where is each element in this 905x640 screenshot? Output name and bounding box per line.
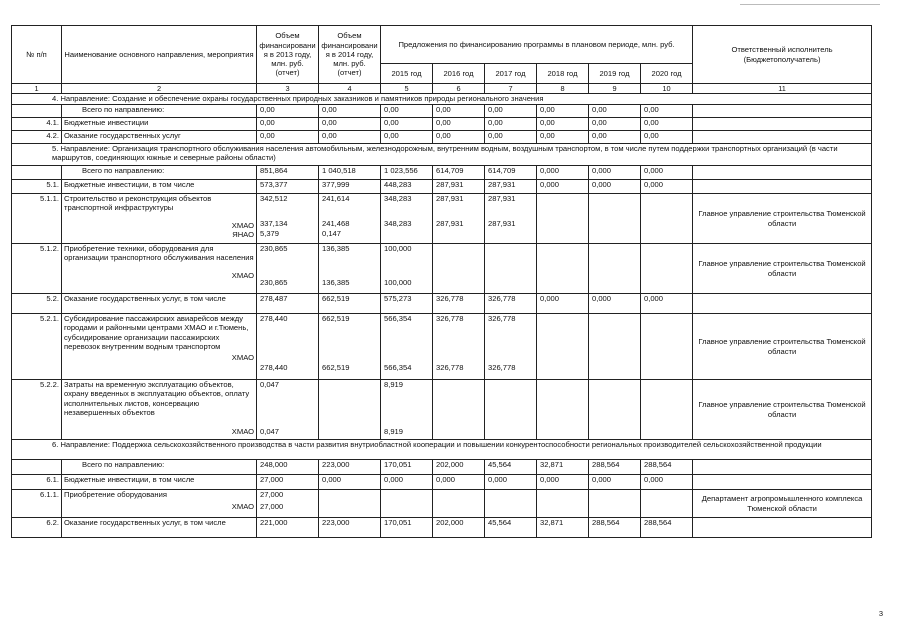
row-name-cell bbox=[62, 490, 257, 518]
cell-value: 170,051 bbox=[381, 460, 433, 475]
table-row bbox=[12, 194, 872, 244]
column-number: 6 bbox=[433, 84, 485, 94]
executor-cell bbox=[693, 131, 872, 144]
cell-value: 0,000 bbox=[537, 166, 589, 180]
region-label: ЯНАО bbox=[232, 229, 254, 239]
row-index bbox=[12, 460, 62, 475]
cell-value: 287,931 bbox=[436, 194, 464, 204]
column-number: 7 bbox=[485, 84, 537, 94]
cell-value: 278,487 bbox=[257, 294, 319, 314]
row-name: Субсидирование пассажирских авиарейсов между городами и районными центрами ХМАО и г.Тюмень, субсидирование организации пассажирских перевозок внутренним водным транспортом bbox=[64, 314, 249, 351]
region-label: ХМАО bbox=[231, 427, 254, 437]
cell-value: 230,865 bbox=[260, 278, 288, 288]
financing-table bbox=[11, 25, 872, 538]
executor-cell bbox=[693, 180, 872, 194]
section-heading-row bbox=[12, 94, 872, 105]
cell-value: 202,000 bbox=[433, 460, 485, 475]
table-row bbox=[12, 131, 872, 144]
cell-value: 288,564 bbox=[589, 460, 641, 475]
year-header: 2015 год bbox=[381, 64, 433, 84]
row-index: 6.1. bbox=[12, 475, 62, 490]
cell-value: 326,778 bbox=[436, 363, 464, 373]
cell-value: 287,931 bbox=[433, 180, 485, 194]
executor-cell bbox=[693, 518, 872, 538]
row-index: 5.2. bbox=[12, 294, 62, 314]
cell-value: 0,000 bbox=[641, 475, 693, 490]
cell-value: 326,778 bbox=[488, 363, 516, 373]
cell-value: 0,00 bbox=[381, 118, 433, 131]
table-row bbox=[12, 380, 872, 440]
column-number: 1 bbox=[12, 84, 62, 94]
cell-value: 377,999 bbox=[319, 180, 381, 194]
cell-value: 1 040,518 bbox=[319, 166, 381, 180]
table-row bbox=[12, 490, 872, 518]
cell-value: 221,000 bbox=[257, 518, 319, 538]
cell-value: 0,00 bbox=[433, 105, 485, 118]
cell-value: 566,354 bbox=[384, 314, 412, 324]
table-row bbox=[12, 314, 872, 380]
region-label: ХМАО bbox=[231, 270, 254, 280]
cell-value: 100,000 bbox=[384, 244, 412, 254]
cell-value: 136,385 bbox=[322, 244, 350, 254]
cell-value: 575,273 bbox=[381, 294, 433, 314]
row-name: Бюджетные инвестиции, в том числе bbox=[62, 475, 257, 490]
executor-cell bbox=[693, 105, 872, 118]
row-index: 4.2. bbox=[12, 131, 62, 144]
cell-value: 32,871 bbox=[537, 518, 589, 538]
table-row bbox=[12, 166, 872, 180]
cell-value: 0,00 bbox=[433, 131, 485, 144]
cell-value: 0,00 bbox=[257, 131, 319, 144]
cell-value: 0,00 bbox=[641, 105, 693, 118]
cell-value: 0,047 bbox=[260, 427, 280, 437]
table-row bbox=[12, 294, 872, 314]
section-6-title: 6. Направление: Поддержка сельскохозяйственного производства в части развития внутриобластной кооперации и повышении конкурентоспособности региональных производителей сельскохозяйственной продукции bbox=[12, 440, 872, 460]
row-name: Всего по направлению: bbox=[62, 166, 257, 180]
cell-value: 0,00 bbox=[433, 118, 485, 131]
cell-value: 0,000 bbox=[641, 180, 693, 194]
cell-value: 0,00 bbox=[485, 118, 537, 131]
region-label: ХМАО bbox=[231, 502, 254, 512]
cell-value: 287,931 bbox=[485, 180, 537, 194]
cell-value: 0,000 bbox=[589, 180, 641, 194]
cell-value: 223,000 bbox=[319, 518, 381, 538]
row-index: 5.1. bbox=[12, 180, 62, 194]
cell-value: 0,00 bbox=[381, 105, 433, 118]
cell-value: 326,778 bbox=[485, 294, 537, 314]
row-name: Всего по направлению: bbox=[62, 105, 257, 118]
cell-value: 100,000 bbox=[384, 278, 412, 288]
cell-value: 0,00 bbox=[537, 131, 589, 144]
cell-value: 0,00 bbox=[589, 118, 641, 131]
row-name: Оказание государственных услуг, в том числе bbox=[62, 294, 257, 314]
executor-cell bbox=[693, 166, 872, 180]
row-index: 5.2.1. bbox=[12, 314, 62, 380]
cell-value: 8,919 bbox=[384, 427, 404, 437]
cell-value: 0,000 bbox=[485, 475, 537, 490]
executor-cell bbox=[693, 294, 872, 314]
year-header: 2019 год bbox=[589, 64, 641, 84]
cell-value: 0,000 bbox=[641, 166, 693, 180]
cell-value: 27,000 bbox=[260, 490, 284, 500]
executor-cell: Главное управление строительства Тюменской области bbox=[693, 314, 872, 380]
cell-value: 0,000 bbox=[537, 180, 589, 194]
executor-cell: Главное управление строительства Тюменской области bbox=[693, 194, 872, 244]
cell-value: 0,000 bbox=[589, 166, 641, 180]
cell-value: 566,354 bbox=[384, 363, 412, 373]
cell-value: 0,00 bbox=[485, 105, 537, 118]
cell-value: 287,931 bbox=[436, 219, 464, 229]
row-name: Оказание государственных услуг bbox=[62, 131, 257, 144]
executor-cell: Главное управление строительства Тюменской области bbox=[693, 380, 872, 440]
region-label: ХМАО bbox=[231, 353, 254, 363]
column-number: 11 bbox=[693, 84, 872, 94]
cell-value: 0,00 bbox=[319, 105, 381, 118]
cell-value: 0,000 bbox=[433, 475, 485, 490]
column-number: 4 bbox=[319, 84, 381, 94]
column-number: 8 bbox=[537, 84, 589, 94]
row-name: Затраты на временную эксплуатацию объектов, охрану введенных в эксплуатацию объектов, оплату исполнительных листов, консервацию незавершенных объектов bbox=[64, 380, 250, 417]
table-row bbox=[12, 118, 872, 131]
page-number: 3 bbox=[878, 609, 883, 618]
row-index: 4.1. bbox=[12, 118, 62, 131]
cell-value: 288,564 bbox=[641, 460, 693, 475]
column-number: 2 bbox=[62, 84, 257, 94]
row-index bbox=[12, 166, 62, 180]
cell-value: 45,564 bbox=[485, 518, 537, 538]
col-executor-header: Ответственный исполнитель (Бюджетополучатель) bbox=[693, 26, 872, 84]
section-5-title: 5. Направление: Организация транспортного обслуживания населения автомобильным, железнодорожным, внутренним водным, воздушным транспортом, в том числе путем поддержки транспортных организаций (в части маршрутов, соединяющих южные и северные районы области) bbox=[12, 144, 872, 166]
cell-value: 348,283 bbox=[384, 194, 412, 204]
cell-value: 614,709 bbox=[433, 166, 485, 180]
cell-value: 288,564 bbox=[589, 518, 641, 538]
cell-value: 342,512 bbox=[260, 194, 288, 204]
row-name: Строительство и реконструкция объектов транспортной инфраструктуры bbox=[64, 194, 212, 213]
cell-value: 326,778 bbox=[488, 314, 516, 324]
cell-value: 241,614 bbox=[322, 194, 350, 204]
header-row bbox=[12, 26, 872, 64]
row-name: Всего по направлению: bbox=[62, 460, 257, 475]
section-heading-row bbox=[12, 440, 872, 460]
cell-value: 573,377 bbox=[257, 180, 319, 194]
cell-value: 223,000 bbox=[319, 460, 381, 475]
cell-value: 0,00 bbox=[589, 105, 641, 118]
cell-value: 0,00 bbox=[257, 105, 319, 118]
region-label: ХМАО bbox=[231, 220, 254, 230]
row-name-cell bbox=[62, 380, 257, 440]
cell-value: 0,000 bbox=[381, 475, 433, 490]
year-header: 2020 год bbox=[641, 64, 693, 84]
executor-cell bbox=[693, 118, 872, 131]
row-name: Оказание государственных услуг, в том числе bbox=[62, 518, 257, 538]
cell-value: 27,000 bbox=[257, 475, 319, 490]
row-name-cell bbox=[62, 314, 257, 380]
cell-value: 0,00 bbox=[641, 131, 693, 144]
cell-value: 0,000 bbox=[589, 294, 641, 314]
executor-cell: Главное управление строительства Тюменской области bbox=[693, 244, 872, 294]
table-row bbox=[12, 180, 872, 194]
cell-value: 0,00 bbox=[589, 131, 641, 144]
row-name: Приобретение техники, оборудования для организации транспортного обслуживания населения bbox=[64, 244, 254, 263]
cell-value: 337,134 bbox=[260, 219, 288, 229]
cell-value: 662,519 bbox=[322, 314, 350, 324]
cell-value: 278,440 bbox=[260, 314, 288, 324]
table-row bbox=[12, 460, 872, 475]
year-header: 2016 год bbox=[433, 64, 485, 84]
cell-value: 0,00 bbox=[485, 131, 537, 144]
cell-value: 326,778 bbox=[436, 314, 464, 324]
cell-value: 8,919 bbox=[384, 380, 404, 390]
column-numbers-row bbox=[12, 84, 872, 94]
cell-value: 0,00 bbox=[319, 118, 381, 131]
col-2013-header: Объем финансировани я в 2013 году, млн. руб. (отчет) bbox=[257, 26, 319, 84]
cell-value: 326,778 bbox=[433, 294, 485, 314]
column-number: 10 bbox=[641, 84, 693, 94]
cell-value: 287,931 bbox=[488, 194, 516, 204]
cell-value: 202,000 bbox=[433, 518, 485, 538]
cell-value: 348,283 bbox=[384, 219, 412, 229]
row-index: 6.2. bbox=[12, 518, 62, 538]
cell-value: 0,00 bbox=[537, 105, 589, 118]
cell-value: 0,147 bbox=[322, 228, 342, 238]
column-number: 5 bbox=[381, 84, 433, 94]
cell-value: 448,283 bbox=[381, 180, 433, 194]
col-no-header: № п/п bbox=[12, 26, 62, 84]
cell-value: 288,564 bbox=[641, 518, 693, 538]
table-row bbox=[12, 518, 872, 538]
table-row bbox=[12, 475, 872, 490]
row-index: 6.1.1. bbox=[12, 490, 62, 518]
cell-value: 136,385 bbox=[322, 278, 350, 288]
cell-value: 0,000 bbox=[537, 475, 589, 490]
cell-value: 0,000 bbox=[537, 294, 589, 314]
row-index: 5.1.2. bbox=[12, 244, 62, 294]
column-number: 3 bbox=[257, 84, 319, 94]
cell-value: 230,865 bbox=[260, 244, 288, 254]
executor-cell bbox=[693, 460, 872, 475]
cell-value: 0,000 bbox=[319, 475, 381, 490]
year-header: 2018 год bbox=[537, 64, 589, 84]
row-index: 5.2.2. bbox=[12, 380, 62, 440]
year-header: 2017 год bbox=[485, 64, 537, 84]
row-index bbox=[12, 105, 62, 118]
cell-value: 0,00 bbox=[381, 131, 433, 144]
table-row bbox=[12, 105, 872, 118]
cell-value: 27,000 bbox=[260, 502, 284, 512]
cell-value: 662,519 bbox=[319, 294, 381, 314]
cell-value: 32,871 bbox=[537, 460, 589, 475]
col-name-header: Наименование основного направления, мероприятия bbox=[62, 26, 257, 84]
section-4-title: 4. Направление: Создание и обеспечение охраны государственных природных заказников и памятников природы регионального значения bbox=[12, 94, 872, 105]
scan-artifact-line bbox=[740, 4, 880, 5]
column-number: 9 bbox=[589, 84, 641, 94]
cell-value: 45,564 bbox=[485, 460, 537, 475]
cell-value: 0,00 bbox=[319, 131, 381, 144]
cell-value: 287,931 bbox=[488, 219, 516, 229]
row-name: Бюджетные инвестиции bbox=[62, 118, 257, 131]
col-2014-header: Объем финансировани я в 2014 году, млн. руб. (отчет) bbox=[319, 26, 381, 84]
cell-value: 662,519 bbox=[322, 363, 350, 373]
cell-value: 0,00 bbox=[257, 118, 319, 131]
executor-cell bbox=[693, 475, 872, 490]
row-name-cell bbox=[62, 244, 257, 294]
row-name: Бюджетные инвестиции, в том числе bbox=[62, 180, 257, 194]
cell-value: 5,379 bbox=[260, 228, 280, 238]
table-row bbox=[12, 244, 872, 294]
cell-value: 851,864 bbox=[257, 166, 319, 180]
cell-value: 1 023,556 bbox=[381, 166, 433, 180]
cell-value: 0,00 bbox=[641, 118, 693, 131]
row-name-cell bbox=[62, 194, 257, 244]
col-proposals-header: Предложения по финансированию программы в плановом периоде, млн. руб. bbox=[381, 26, 693, 64]
cell-value: 170,051 bbox=[381, 518, 433, 538]
section-heading-row bbox=[12, 144, 872, 166]
cell-value: 614,709 bbox=[485, 166, 537, 180]
cell-value: 0,000 bbox=[589, 475, 641, 490]
cell-value: 278,440 bbox=[260, 363, 288, 373]
row-name: Приобретение оборудования bbox=[64, 490, 167, 500]
cell-value: 241,468 bbox=[322, 219, 350, 229]
cell-value: 0,00 bbox=[537, 118, 589, 131]
cell-value: 0,000 bbox=[641, 294, 693, 314]
cell-value: 248,000 bbox=[257, 460, 319, 475]
cell-value: 0,047 bbox=[260, 380, 280, 390]
executor-cell: Департамент агропромышленного комплекса Тюменской области bbox=[693, 490, 872, 518]
row-index: 5.1.1. bbox=[12, 194, 62, 244]
